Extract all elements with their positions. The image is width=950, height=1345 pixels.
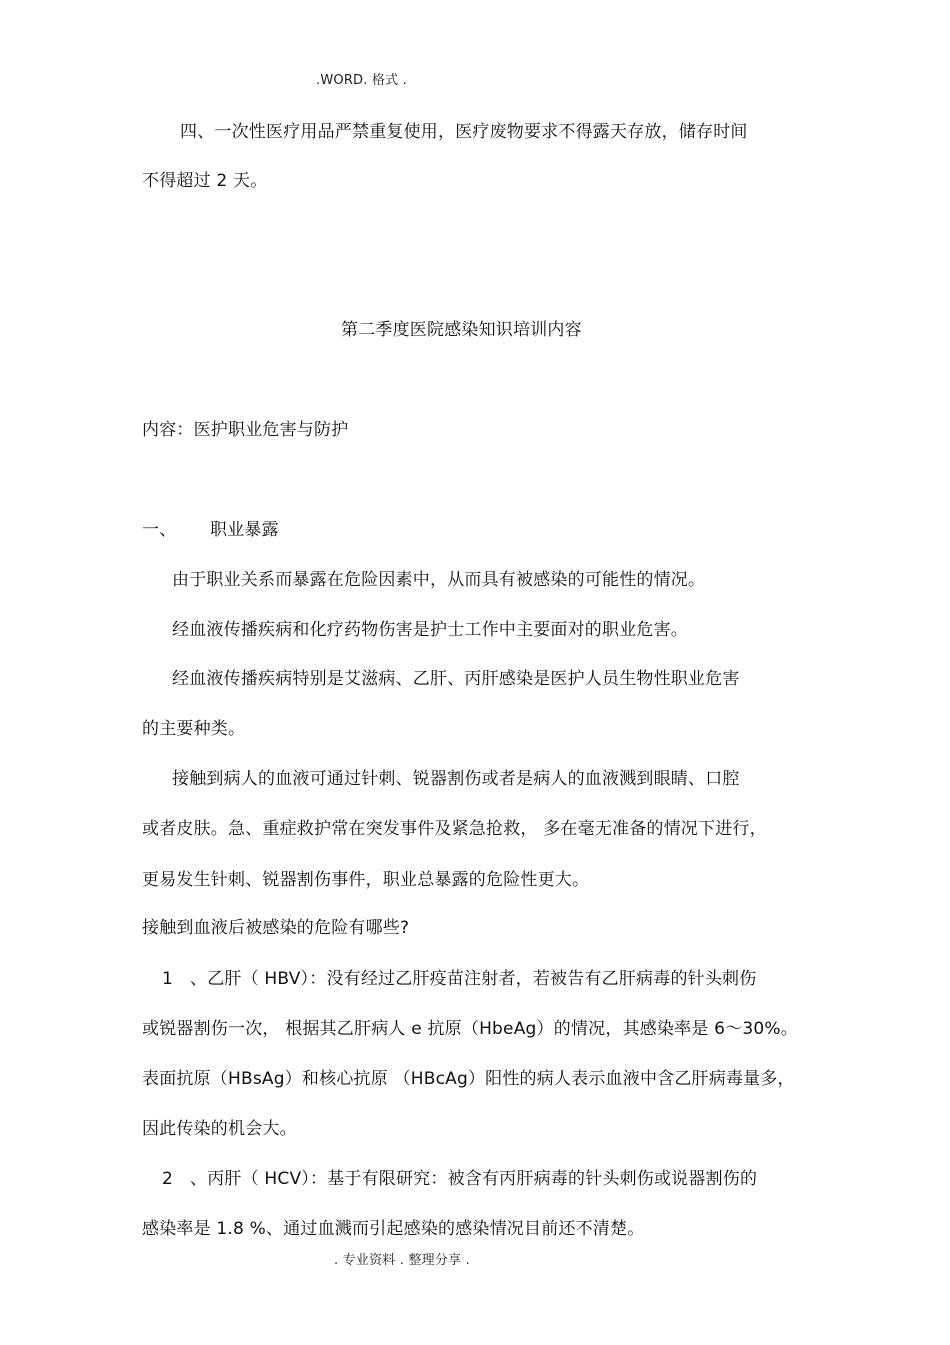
item2-line2: 感染率是 1.8 %、通过血溅而引起感染的感染情况目前还不清楚。 [142, 1219, 645, 1239]
para3-line2: 的主要种类。 [142, 719, 246, 739]
item4-line2: 不得超过 2 天。 [142, 171, 268, 191]
subject-line: 内容：医护职业危害与防护 [142, 420, 349, 440]
footer-watermark: . 专业资料 . 整理分享 . [334, 1253, 470, 1268]
item1-line1: 、乙肝（ HBV）：没有经过乙肝疫苗注射者，若被告有乙肝病毒的针头刺伤 [190, 969, 757, 989]
para1: 由于职业关系而暴露在危险因素中，从而具有被感染的可能性的情况。 [172, 570, 706, 590]
section1-number: 一、 [142, 520, 177, 540]
item1-line2: 或锐器割伤一次， 根据其乙肝病人 e 抗原（HbeAg）的情况，其感染率是 6～30%。 [142, 1019, 798, 1039]
item4-line1: 四、一次性医疗用品严禁重复使用，医疗废物要求不得露天存放，储存时间 [180, 122, 748, 142]
para2: 经血液传播疾病和化疗药物伤害是护士工作中主要面对的职业危害。 [172, 620, 688, 640]
item2-number: 2 [162, 1169, 174, 1189]
item2-line1: 、丙肝（ HCV）：基于有限研究：被含有丙肝病毒的针头刺伤或说器割伤的 [190, 1169, 758, 1189]
para3-line1: 经血液传播疾病特别是艾滋病、乙肝、丙肝感染是医护人员生物性职业危害 [172, 669, 740, 689]
header-watermark: .WORD. 格式 . [316, 73, 407, 88]
para4-line2: 或者皮肤。急、重症救护常在突发事件及紧急抢救， 多在毫无准备的情况下进行， [142, 819, 767, 839]
para4-line3: 更易发生针刺、锐器割伤事件，职业总暴露的危险性更大。 [142, 870, 590, 890]
question-line: 接触到血液后被感染的危险有哪些? [142, 918, 410, 938]
item1-line4: 因此传染的机会大。 [142, 1119, 297, 1139]
item1-number: 1 [162, 969, 174, 989]
para4-line1: 接触到病人的血液可通过针刺、锐器割伤或者是病人的血液溅到眼睛、口腔 [172, 769, 740, 789]
item1-line3: 表面抗原（HBsAg）和核心抗原 （HBcAg）阳性的病人表示血液中含乙肝病毒量多， [142, 1069, 795, 1089]
page-title: 第二季度医院感染知识培训内容 [341, 320, 582, 340]
section1-heading: 职业暴露 [210, 520, 279, 540]
